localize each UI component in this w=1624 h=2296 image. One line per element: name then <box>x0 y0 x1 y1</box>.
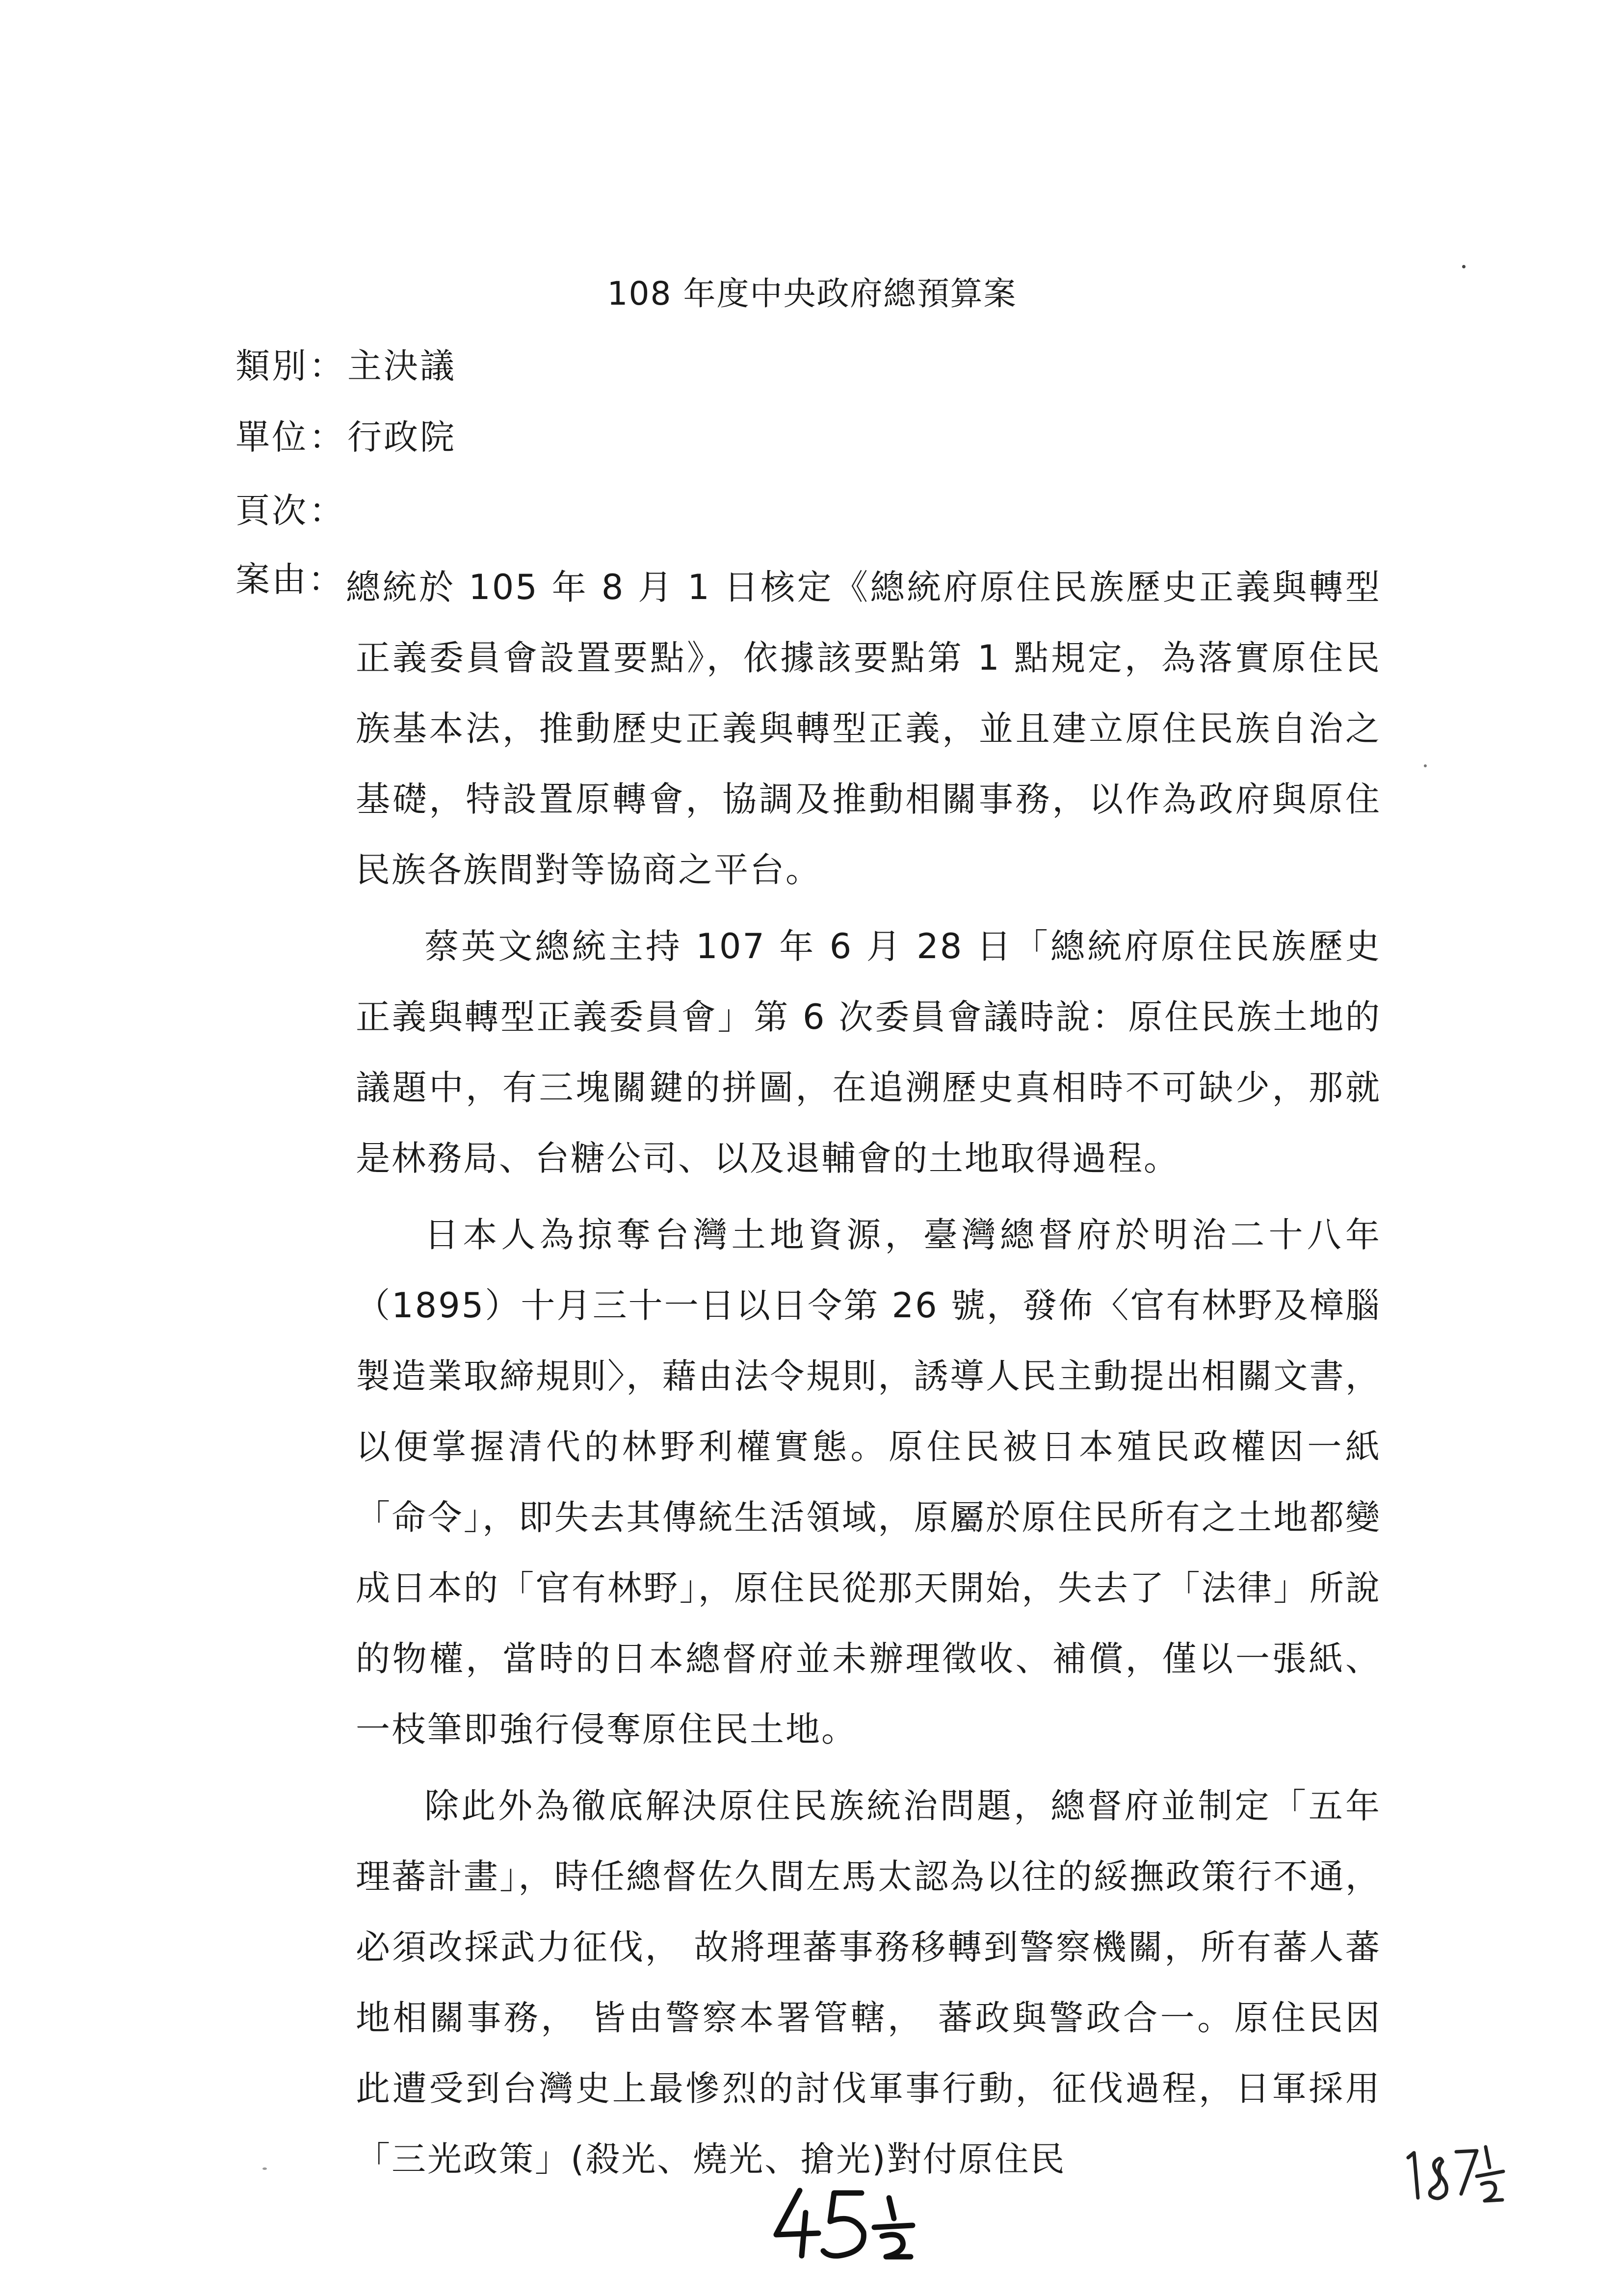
category-field <box>236 339 456 388</box>
scan-speck <box>262 2167 267 2170</box>
category-colon: ： <box>309 346 345 386</box>
reason-body <box>346 552 1381 2194</box>
unit-colon: ： <box>309 417 345 457</box>
handwritten-corner-number <box>1398 2129 1511 2218</box>
page-colon: ： <box>309 491 345 531</box>
paragraph: 日本人為掠奪台灣土地資源，臺灣總督府於明治二十八年（1895）十月三十一日以日令第 26 號，發佈〈官有林野及樟腦製造業取締規則〉，藉由法令規則，誘導人民主動提出相關文書，以便掌握清代的林野利權實態。原住民被日本殖民政權因一紙「命令」，即失去其傳統生活領域，原屬於原住民所有之土地都變成日本的「官有林野」，原住民從那天開始，失去了「法律」所說的物權，當時的日本總督府並未辦理徵收、補償，僅以一張紙、一枝筆即強行侵奪原住民土地。 <box>356 1215 1381 1749</box>
category-label: 類別 <box>236 346 308 386</box>
handwritten-page-number <box>765 2178 922 2262</box>
scan-speck <box>1462 265 1466 268</box>
unit-field <box>236 410 456 459</box>
scan-speck <box>1424 764 1427 767</box>
unit-value: 行政院 <box>347 417 456 457</box>
page-label: 頁次 <box>236 491 308 531</box>
reason-label: 案由： <box>236 559 344 600</box>
unit-label: 單位 <box>236 417 308 457</box>
document-title: 108 年度中央政府總預算案 <box>607 275 1017 313</box>
paragraph: 總統於 105 年 8 月 1 日核定《總統府原住民族歷史正義與轉型正義委員會設置要點》，依據該要點第 1 點規定，為落實原住民族基本法，推動歷史正義與轉型正義，並且建立原住民族自治之基礎，特設置原轉會，協調及推動相關事務，以作為政府與原住民族各族間對等協商之平台。 <box>346 567 1381 890</box>
category-value: 主決議 <box>347 346 456 386</box>
paragraph: 除此外為徹底解決原住民族統治問題，總督府並制定「五年理蕃計畫」，時任總督佐久間左馬太認為以往的綏撫政策行不通， 必須改採武力征伐， 故將理蕃事務移轉到警察機關，所有蕃人蕃地相關事務， 皆由警察本署管轄， 蕃政與警政合一。原住民因此遭受到台灣史上最慘烈的討伐軍事行動，征伐過程，日軍採用「三光政策」(殺光、燒光、搶光)對付原住民 <box>356 1786 1381 2179</box>
paragraph: 蔡英文總統主持 107 年 6 月 28 日「總統府原住民族歷史正義與轉型正義委員會」第 6 次委員會議時說：原住民族土地的議題中，有三塊關鍵的拼圖，在追溯歷史真相時不可缺少，那就是林務局、台糖公司、以及退輔會的土地取得過程。 <box>356 926 1381 1178</box>
page-field <box>236 483 347 533</box>
